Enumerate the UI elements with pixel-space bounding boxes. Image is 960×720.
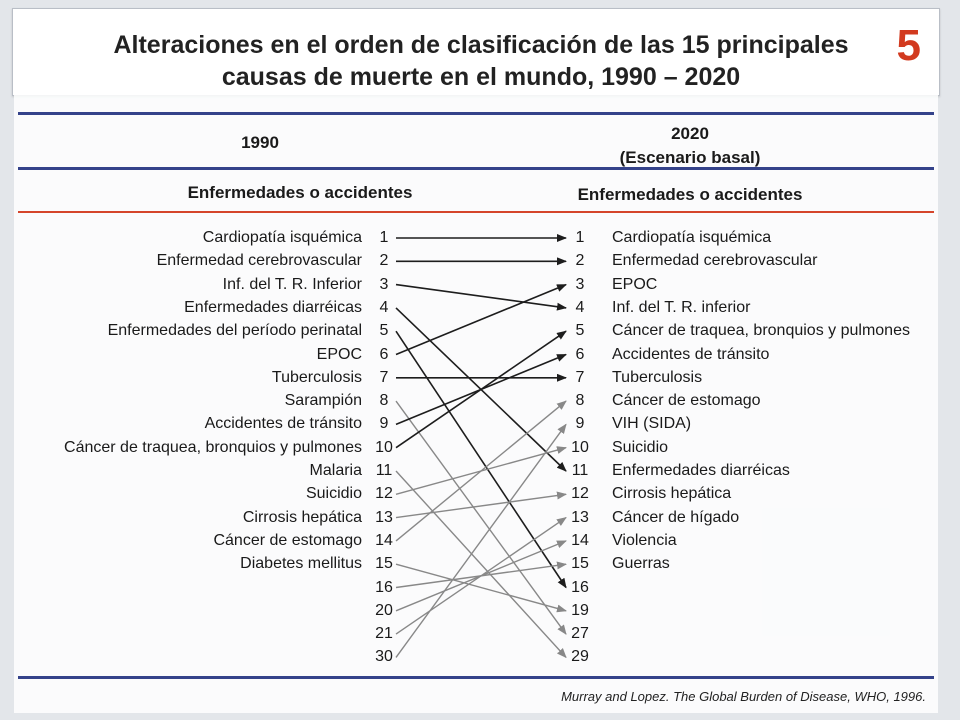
right-item-name: Cáncer de hígado <box>612 508 740 526</box>
right-item-name: Accidentes de tránsito <box>612 345 770 363</box>
source-citation: Murray and Lopez. The Global Burden of Disease, WHO, 1996. <box>561 689 926 704</box>
left-year-header: 1990 <box>241 133 279 152</box>
right-item-rank: 12 <box>571 485 589 503</box>
left-item-name: Cáncer de estomago <box>213 531 362 549</box>
left-item-name: Diabetes mellitus <box>240 555 362 573</box>
right-item-name: Tuberculosis <box>612 368 703 386</box>
connector-arrow <box>396 285 566 308</box>
right-item-name: Enfermedad cerebrovascular <box>612 252 818 270</box>
right-item-rank: 6 <box>575 345 585 363</box>
right-item-rank: 3 <box>575 275 585 293</box>
right-item-rank: 27 <box>571 625 589 643</box>
right-item-rank: 29 <box>571 648 589 666</box>
connector-arrow <box>396 331 566 448</box>
right-item-rank: 1 <box>575 229 585 246</box>
right-item-name: Inf. del T. R. inferior <box>612 298 751 316</box>
left-item-rank: 7 <box>379 368 389 386</box>
left-column-header: Enfermedades o accidentes <box>187 183 413 202</box>
left-item-rank: 14 <box>375 531 393 549</box>
left-item-name: Sarampión <box>284 392 362 410</box>
right-item-name: Cáncer de traquea, bronquios y pulmones <box>612 322 910 340</box>
left-item-rank: 11 <box>375 462 393 479</box>
left-item-name: Inf. del T. R. Inferior <box>222 275 362 293</box>
left-item-rank: 3 <box>379 275 389 293</box>
left-item-rank: 10 <box>375 438 393 456</box>
right-item-rank: 9 <box>575 415 585 433</box>
right-item-rank: 8 <box>575 392 585 410</box>
left-item-rank: 5 <box>379 322 389 340</box>
right-item-rank: 15 <box>571 555 589 573</box>
left-item-name: Enfermedad cerebrovascular <box>156 252 362 270</box>
connector-arrow <box>396 564 566 611</box>
right-item-name: Cardiopatía isquémica <box>612 229 772 246</box>
title-line-1: Alteraciones en el orden de clasificación de las 15 principales <box>113 31 849 59</box>
connector-arrow <box>396 401 566 541</box>
left-item-rank: 13 <box>375 508 393 526</box>
right-item-name: Guerras <box>612 555 670 573</box>
left-item-rank: 20 <box>375 601 393 619</box>
figure-number: 5 <box>896 21 921 70</box>
left-item-rank: 4 <box>379 298 389 316</box>
left-item-rank: 9 <box>379 415 389 433</box>
left-item-rank: 30 <box>375 648 393 666</box>
right-item-rank: 13 <box>571 508 589 526</box>
right-item-name: Cáncer de estomago <box>612 392 761 410</box>
right-item-rank: 16 <box>571 578 589 596</box>
left-item-name: Cardiopatía isquémica <box>202 229 362 246</box>
right-item-rank: 5 <box>575 322 585 340</box>
left-item-rank: 21 <box>375 625 393 643</box>
right-item-rank: 2 <box>575 252 585 270</box>
right-item-name: VIH (SIDA) <box>612 415 692 433</box>
right-item-name: Suicidio <box>612 438 669 456</box>
connector-arrow <box>396 471 566 657</box>
left-item-name: Accidentes de tránsito <box>204 415 362 433</box>
right-item-rank: 11 <box>571 462 589 479</box>
right-item-rank: 4 <box>575 298 585 316</box>
left-item-rank: 8 <box>379 392 389 410</box>
right-scenario-header: (Escenario basal) <box>619 148 761 167</box>
left-item-rank: 16 <box>375 578 393 596</box>
left-item-name: EPOC <box>316 345 362 363</box>
right-item-rank: 19 <box>571 601 589 619</box>
left-item-name: Malaria <box>309 462 362 479</box>
left-item-rank: 15 <box>375 555 393 573</box>
left-item-name: Cirrosis hepática <box>242 508 362 526</box>
left-item-name: Enfermedades del período perinatal <box>107 322 362 340</box>
right-item-name: Enfermedades diarréicas <box>612 462 790 479</box>
left-item-rank: 2 <box>379 252 389 270</box>
right-column-header: Enfermedades o accidentes <box>577 185 803 204</box>
left-item-rank: 6 <box>379 345 389 363</box>
right-item-rank: 10 <box>571 438 589 456</box>
connector-arrow <box>396 401 566 634</box>
left-item-name: Enfermedades diarréicas <box>184 298 362 316</box>
right-item-name: Cirrosis hepática <box>612 485 732 503</box>
right-item-name: Violencia <box>612 531 677 549</box>
right-item-name: EPOC <box>612 275 658 293</box>
left-item-name: Tuberculosis <box>271 368 362 386</box>
right-year-header: 2020 <box>671 124 709 143</box>
left-item-rank: 12 <box>375 485 393 503</box>
connector-arrow <box>396 285 566 355</box>
right-item-rank: 14 <box>571 531 589 549</box>
right-item-rank: 7 <box>575 368 585 386</box>
left-item-rank: 1 <box>379 229 389 246</box>
left-item-name: Suicidio <box>305 485 362 503</box>
left-item-name: Cáncer de traquea, bronquios y pulmones <box>64 438 362 456</box>
title-line-2: causas de muerte en el mundo, 1990 – 2020 <box>221 63 741 91</box>
connector-arrow <box>396 518 566 635</box>
connector-arrow <box>396 494 566 517</box>
